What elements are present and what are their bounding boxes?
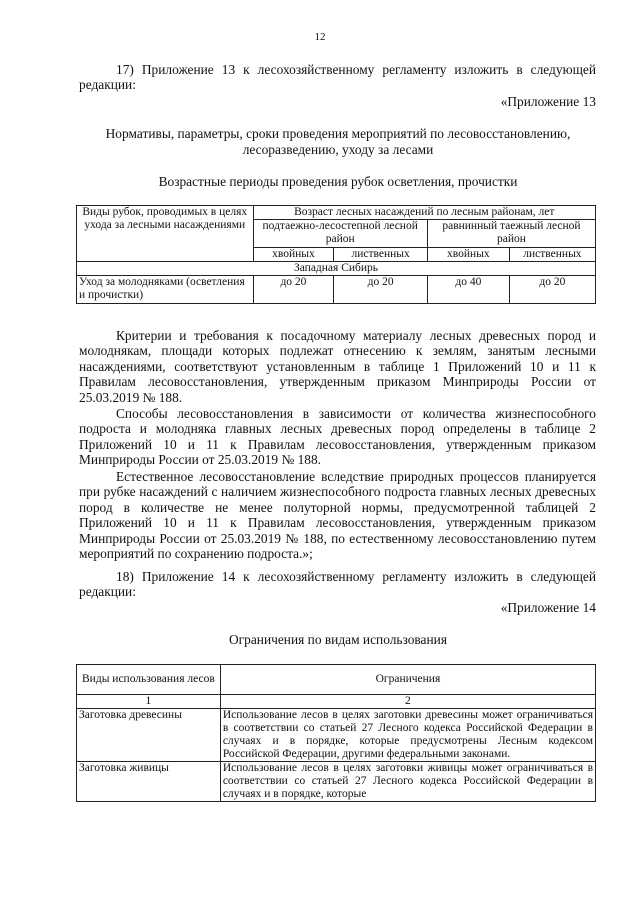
region-row: Западная Сибирь	[77, 262, 596, 276]
paragraph-17: 17) Приложение 13 к лесохозяйственному регламенту изложить в следующей редакции:	[79, 62, 596, 93]
appendix-14-label: «Приложение 14	[500, 600, 596, 615]
paragraph-natural-regeneration: Естественное лесовосстановление вследствие природных процессов планируется при рубке насаждений с наличием жизнеспособного подроста главных лесных древесных пород в количестве не менее полуторной нормы, предусмотренной таблицей 2 Приложений 10 и 11 к Правилам лесовосстановления, утвержденным приказом Минприроды России от 25.03.2019 № 188, по естественному лесовосстановлению путем мероприятий по сохранению подроста.»;	[79, 469, 596, 562]
restriction-text-timber: Использование лесов в целях заготовки древесины может ограничиваться в соответствии со статьей 27 Лесного кодекса Российской Федерации в случаях и в порядке, которые предусмотрены Лесным кодексом Российской Федерации, другими федеральными законами.	[220, 709, 595, 762]
header-usage-kinds: Виды использования лесов	[77, 665, 221, 695]
title-restrictions: Ограничения по видам использования	[229, 632, 447, 647]
usage-kind-resin: Заготовка живицы	[77, 762, 221, 802]
header-coniferous-2: хвойных	[427, 248, 509, 262]
header-forest-age: Возраст лесных насаждений по лесным районам, лет	[253, 206, 596, 220]
column-number: 2	[220, 695, 595, 709]
value-cell: до 40	[427, 276, 509, 304]
value-cell: до 20	[253, 276, 334, 304]
title-standards-line1: Нормативы, параметры, сроки проведения мероприятий по лесовосстановлению,	[105, 126, 571, 141]
paragraph-methods: Способы лесовосстановления в зависимости от количества жизнеспособного подроста и молодняка главных лесных древесных пород определены в таблице 2 Приложений 10 и 11 к Правилам лесовосстановления, утвержденным приказом Минприроды России от 25.03.2019 № 188.	[79, 406, 596, 468]
restriction-text-resin: Использование лесов в целях заготовки живицы может ограничиваться в соответствии со статьей 27 Лесного кодекса Российской Федерации в случаях и в порядке, которые	[220, 762, 595, 802]
paragraph-criteria: Критерии и требования к посадочному материалу лесных древесных пород и молоднякам, площади которых подлежат отнесению к землям, занятым лесными насаждениями, соответствуют установленным в таблице 1 Приложений 10 и 11 к Правилам лесовосстановления, утвержденным приказом Минприроды России от 25.03.2019 № 188.	[79, 328, 596, 405]
appendix-13-label: «Приложение 13	[500, 94, 596, 109]
header-deciduous-2: лиственных	[509, 248, 595, 262]
header-restrictions: Ограничения	[220, 665, 595, 695]
subtitle-thinning-periods: Возрастные периоды проведения рубок осветления, прочистки	[158, 174, 518, 189]
page-number: 12	[314, 31, 326, 43]
value-cell: до 20	[334, 276, 428, 304]
header-district-taiga: равнинный таежный лесной район	[427, 220, 595, 248]
header-cutting-kinds: Виды рубок, проводимых в целях ухода за лесными насаждениями	[77, 206, 254, 262]
value-cell: до 20	[509, 276, 595, 304]
header-coniferous-1: хвойных	[253, 248, 334, 262]
header-deciduous-1: лиственных	[334, 248, 428, 262]
paragraph-18: 18) Приложение 14 к лесохозяйственному регламенту изложить в следующей редакции:	[79, 569, 596, 600]
row-label-young-care: Уход за молодняками (осветления и прочистки)	[77, 276, 254, 304]
restrictions-table	[76, 664, 596, 802]
usage-kind-timber: Заготовка древесины	[77, 709, 221, 762]
column-number: 1	[77, 695, 221, 709]
title-standards-line2: лесоразведению, уходу за лесами	[242, 142, 434, 157]
header-district-subtaiga: подтаежно-лесостепной лесной район	[253, 220, 427, 248]
age-periods-table	[76, 205, 596, 304]
